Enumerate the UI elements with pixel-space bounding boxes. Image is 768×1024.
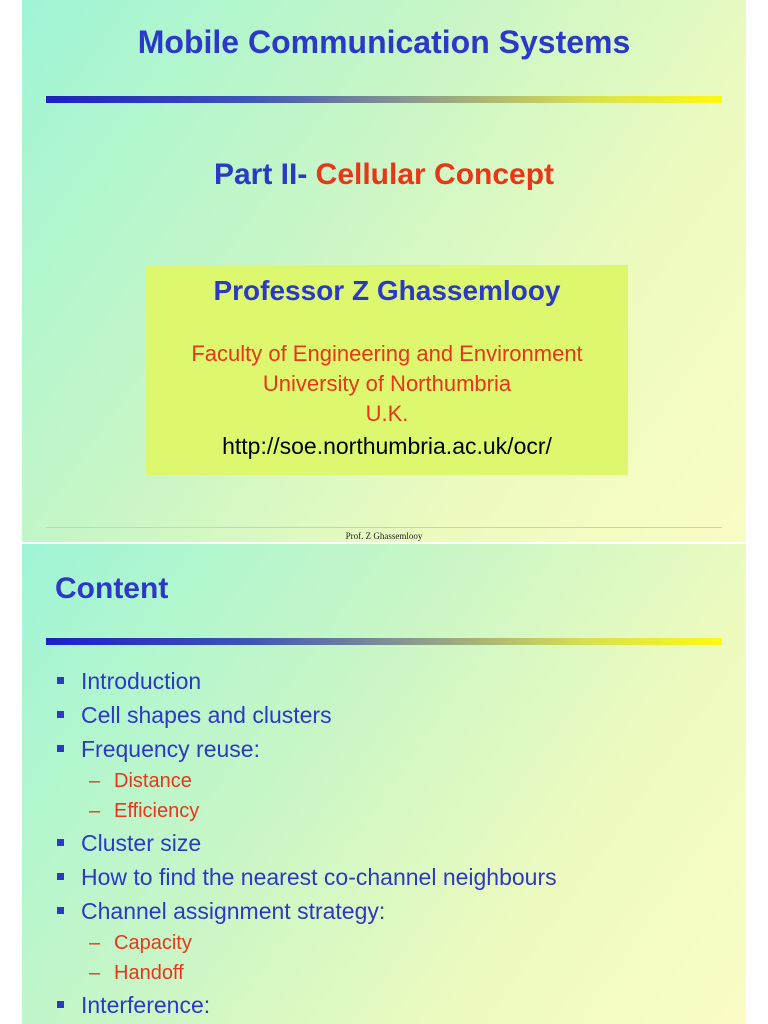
content-list [55,664,557,1022]
list-item-text: Channel assignment strategy: [81,898,386,924]
list-item [55,698,557,732]
square-bullet-icon [57,839,64,846]
author-box [146,265,628,475]
sub-list-item-text: Efficiency [114,800,200,822]
list-item-text: Introduction [81,668,202,694]
affiliation-country: U.K. [365,401,409,426]
square-bullet-icon [57,711,64,718]
sub-list-item [55,928,557,958]
sub-list-item-text: Capacity [114,932,192,954]
sub-list-item [55,958,557,988]
author-name: Professor Z Ghassemlooy [213,275,561,306]
dash-icon: – [89,800,101,822]
square-bullet-icon [57,907,64,914]
slide-footer: Prof. Z Ghassemlooy [345,531,423,541]
dash-icon: – [89,770,101,792]
content-title: Content [55,572,169,605]
presentation-title: Mobile Communication Systems [137,24,631,60]
list-item [55,894,557,928]
list-item [55,664,557,698]
sub-list-item-text: Distance [114,770,192,792]
content-divider-bar [46,638,722,645]
slide-content [22,544,746,1024]
footer-divider [46,527,722,528]
list-item-text: Frequency reuse: [81,736,260,762]
list-item-text: How to find the nearest co-channel neighbours [81,864,557,890]
list-item [55,988,557,1022]
list-item-text: Cluster size [81,830,202,856]
dash-icon: – [89,962,101,984]
list-item-text: Cell shapes and clusters [81,702,332,728]
affiliation-faculty: Faculty of Engineering and Environment [191,341,583,366]
square-bullet-icon [57,1001,64,1008]
sub-list-item-text: Handoff [114,962,184,984]
square-bullet-icon [57,873,64,880]
square-bullet-icon [57,745,64,752]
dash-icon: – [89,932,101,954]
sub-list-item [55,796,557,826]
slide-title [22,0,746,542]
list-item [55,860,557,894]
title-divider-bar [46,96,722,103]
list-item [55,732,557,766]
subtitle-part: Part II- [213,158,308,191]
sub-list-item [55,766,557,796]
square-bullet-icon [57,677,64,684]
part-subtitle [22,158,746,192]
list-item [55,826,557,860]
subtitle-topic: Cellular Concept [315,158,555,191]
website-url[interactable]: http://soe.northumbria.ac.uk/ocr/ [222,433,552,459]
list-item-text: Interference: [81,992,211,1018]
affiliation-university: University of Northumbria [262,371,512,396]
